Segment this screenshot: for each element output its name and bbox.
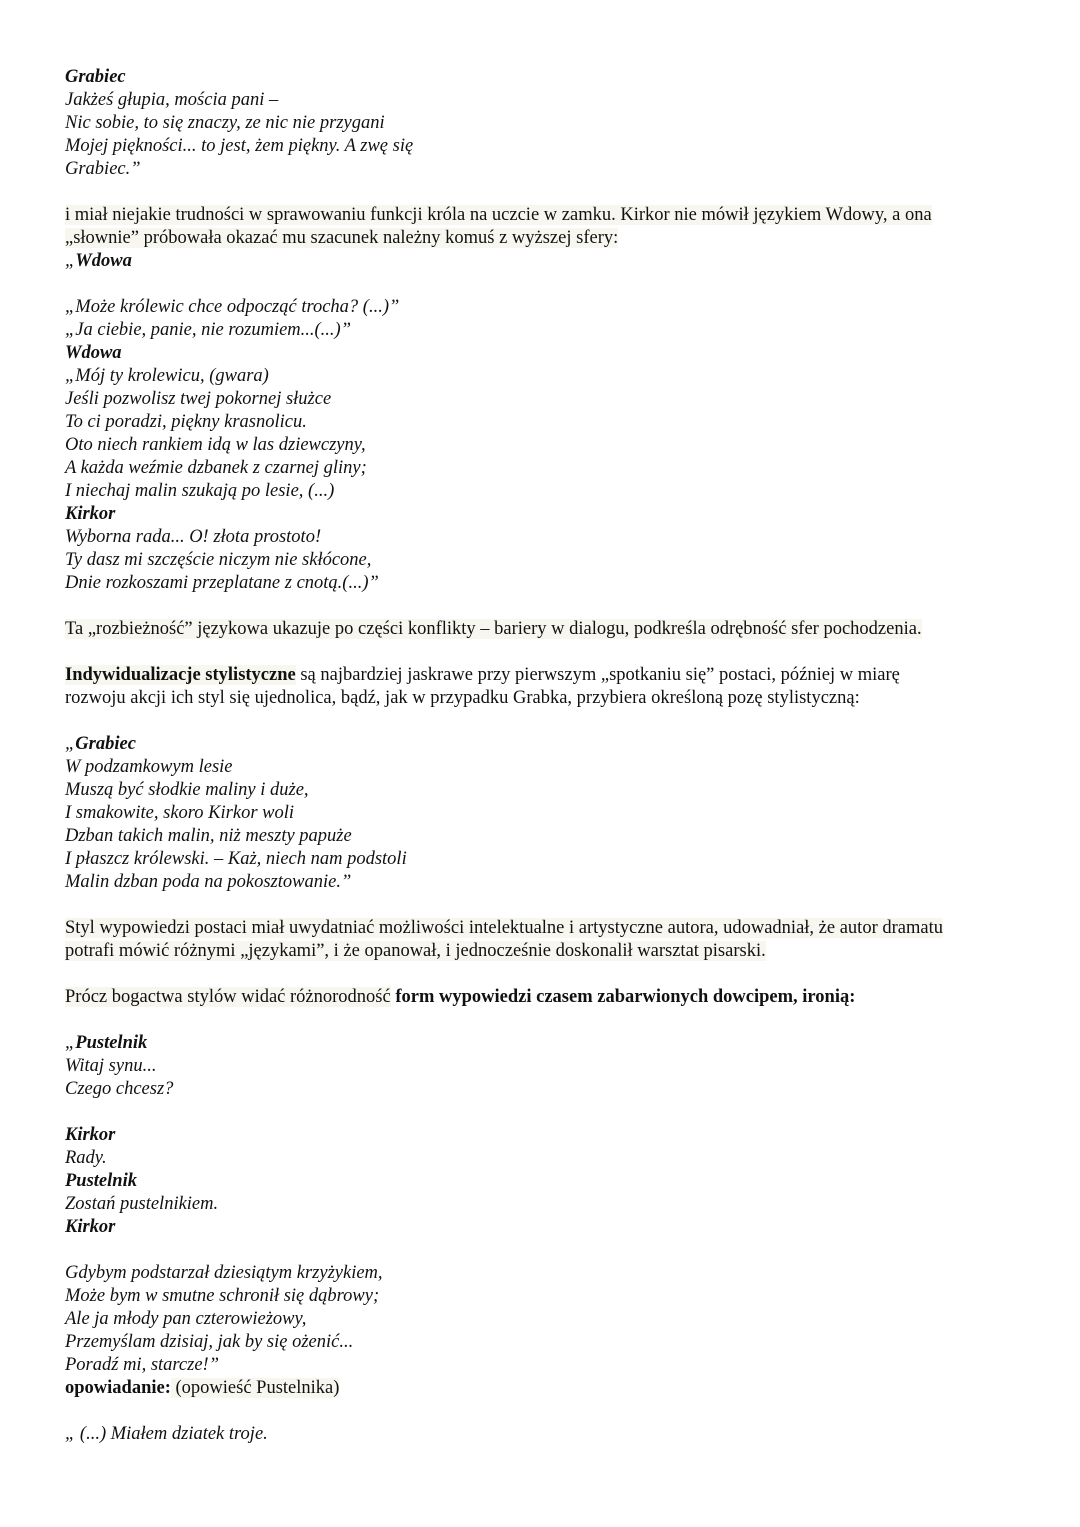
text-segment: są najbardziej jaskrawe przy pierwszym „spotkaniu się” postaci, później w miarę: [295, 665, 900, 685]
text-segment: Ale ja młody pan czterowieżowy,: [65, 1309, 307, 1329]
text-segment: Gdybym podstarzał dziesiątym krzyżykiem,: [65, 1263, 383, 1283]
text-line: [65, 526, 1025, 549]
blank-line: [65, 1101, 1025, 1124]
text-line: [65, 1193, 1025, 1216]
document-page: [65, 66, 1025, 1446]
text-line: [65, 1124, 1025, 1147]
blank-line: [65, 273, 1025, 296]
text-segment: Malin dzban poda na pokosztowanie.”: [65, 872, 352, 892]
text-line: [65, 411, 1025, 434]
text-segment: (opowieść Pustelnika): [170, 1378, 340, 1398]
text-segment: A każda weźmie dzbanek z czarnej gliny;: [65, 458, 367, 478]
text-segment: Czego chcesz?: [65, 1079, 174, 1099]
text-line: [65, 1377, 1025, 1400]
blank-line: [65, 1400, 1025, 1423]
text-line: [65, 66, 1025, 89]
text-line: [65, 848, 1025, 871]
text-line: [65, 296, 1025, 319]
text-line: [65, 1423, 1025, 1446]
text-segment: „ (...) Miałem dziatek troje.: [65, 1424, 268, 1444]
text-line: [65, 204, 1025, 227]
text-segment: „Ja ciebie, panie, nie rozumiem...(...)”: [65, 320, 352, 340]
text-line: [65, 618, 1025, 641]
text-line: [65, 89, 1025, 112]
text-line: [65, 1216, 1025, 1239]
speaker-name: Kirkor: [65, 504, 116, 524]
blank-line: [65, 595, 1025, 618]
text-line: [65, 871, 1025, 894]
text-segment: Witaj synu...: [65, 1056, 157, 1076]
text-line: [65, 1354, 1025, 1377]
text-segment: Jeśli pozwolisz twej pokornej służce: [65, 389, 332, 409]
text-segment: Styl wypowiedzi postaci miał uwydatniać możliwości intelektualne i artystyczne autora, udowadniał, że autor dramatu: [65, 918, 943, 938]
text-segment: Ta „rozbieżność” językowa ukazuje po części konflikty – bariery w dialogu, podkreśla odrębność sfer pochodzenia.: [65, 619, 922, 639]
text-line: [65, 687, 1025, 710]
text-line: [65, 365, 1025, 388]
text-segment: rozwoju akcji ich styl się ujednolica, bądź, jak w przypadku Grabka, przybiera określoną pozę stylistyczną:: [65, 688, 860, 708]
text-segment: Mojej piękności... to jest, żem piękny. A zwę się: [65, 136, 414, 156]
text-segment: I smakowite, skoro Kirkor woli: [65, 803, 295, 823]
text-line: [65, 503, 1025, 526]
speaker-name: Kirkor: [65, 1125, 116, 1145]
text-segment: Wyborna rada... O! złota prostoto!: [65, 527, 322, 547]
text-line: [65, 319, 1025, 342]
text-line: [65, 1147, 1025, 1170]
blank-line: [65, 710, 1025, 733]
text-line: [65, 1308, 1025, 1331]
blank-line: [65, 641, 1025, 664]
text-line: [65, 825, 1025, 848]
text-segment: Zostań pustelnikiem.: [65, 1194, 219, 1214]
text-line: [65, 480, 1025, 503]
text-line: [65, 756, 1025, 779]
bold-text: opowiadanie:: [65, 1378, 171, 1398]
speaker-name: Wdowa: [75, 251, 132, 271]
blank-line: [65, 894, 1025, 917]
text-segment: „Mój ty krolewicu, (gwara): [65, 366, 269, 386]
text-line: [65, 917, 1025, 940]
text-line: [65, 342, 1025, 365]
text-segment: „: [65, 251, 76, 271]
text-segment: „Może królewic chce odpocząć trocha? (...)”: [65, 297, 400, 317]
bold-text: Indywidualizacje stylistyczne: [65, 665, 296, 685]
text-line: [65, 457, 1025, 480]
text-segment: Może bym w smutne schronił się dąbrowy;: [65, 1286, 380, 1306]
text-line: [65, 388, 1025, 411]
text-line: [65, 227, 1025, 250]
bold-text: form wypowiedzi czasem zabarwionych dowcipem, ironią:: [390, 987, 856, 1007]
text-line: [65, 802, 1025, 825]
text-segment: Ty dasz mi szczęście niczym nie skłócone,: [65, 550, 372, 570]
blank-line: [65, 1009, 1025, 1032]
blank-line: [65, 963, 1025, 986]
text-line: [65, 779, 1025, 802]
text-line: [65, 733, 1025, 756]
text-line: [65, 434, 1025, 457]
text-segment: i miał niejakie trudności w sprawowaniu funkcji króla na uczcie w zamku. Kirkor nie mówił językiem Wdowy, a ona: [65, 205, 932, 225]
speaker-name: Grabiec: [65, 67, 126, 87]
text-segment: Grabiec.”: [65, 159, 141, 179]
text-line: [65, 664, 1025, 687]
text-segment: „: [65, 734, 76, 754]
text-line: [65, 1331, 1025, 1354]
text-segment: Dzban takich malin, niż meszty papuże: [65, 826, 352, 846]
text-line: [65, 1032, 1025, 1055]
text-line: [65, 940, 1025, 963]
text-segment: Przemyślam dzisiaj, jak by się ożenić...: [65, 1332, 354, 1352]
text-line: [65, 1262, 1025, 1285]
text-line: [65, 250, 1025, 273]
text-line: [65, 1170, 1025, 1193]
text-segment: „słownie” próbowała okazać mu szacunek należny komuś z wyższej sfery:: [65, 228, 619, 248]
blank-line: [65, 1239, 1025, 1262]
text-line: [65, 1285, 1025, 1308]
text-segment: „: [65, 1033, 76, 1053]
speaker-name: Pustelnik: [65, 1171, 137, 1191]
text-line: [65, 572, 1025, 595]
text-segment: Dnie rozkoszami przeplatane z cnotą.(...)”: [65, 573, 379, 593]
text-segment: potrafi mówić różnymi „językami”, i że opanował, i jednocześnie doskonalił warsztat pisarski.: [65, 941, 766, 961]
text-line: [65, 986, 1025, 1009]
text-line: [65, 112, 1025, 135]
text-line: [65, 158, 1025, 181]
text-line: [65, 1055, 1025, 1078]
text-segment: I niechaj malin szukają po lesie, (...): [65, 481, 335, 501]
text-segment: Jakżeś głupia, mościa pani –: [65, 90, 279, 110]
text-segment: To ci poradzi, piękny krasnolicu.: [65, 412, 307, 432]
text-line: [65, 135, 1025, 158]
speaker-name: Kirkor: [65, 1217, 116, 1237]
text-segment: W podzamkowym lesie: [65, 757, 233, 777]
text-segment: Poradź mi, starcze!”: [65, 1355, 219, 1375]
blank-line: [65, 181, 1025, 204]
speaker-name: Grabiec: [75, 734, 136, 754]
text-segment: Nic sobie, to się znaczy, ze nic nie przygani: [65, 113, 385, 133]
text-segment: Muszą być słodkie maliny i duże,: [65, 780, 309, 800]
text-segment: Oto niech rankiem idą w las dziewczyny,: [65, 435, 366, 455]
text-line: [65, 549, 1025, 572]
text-segment: Prócz bogactwa stylów widać różnorodność: [65, 987, 391, 1007]
text-segment: Rady.: [65, 1148, 107, 1168]
speaker-name: Pustelnik: [75, 1033, 148, 1053]
text-line: [65, 1078, 1025, 1101]
text-segment: I płaszcz królewski. – Każ, niech nam podstoli: [65, 849, 407, 869]
speaker-name: Wdowa: [65, 343, 122, 363]
